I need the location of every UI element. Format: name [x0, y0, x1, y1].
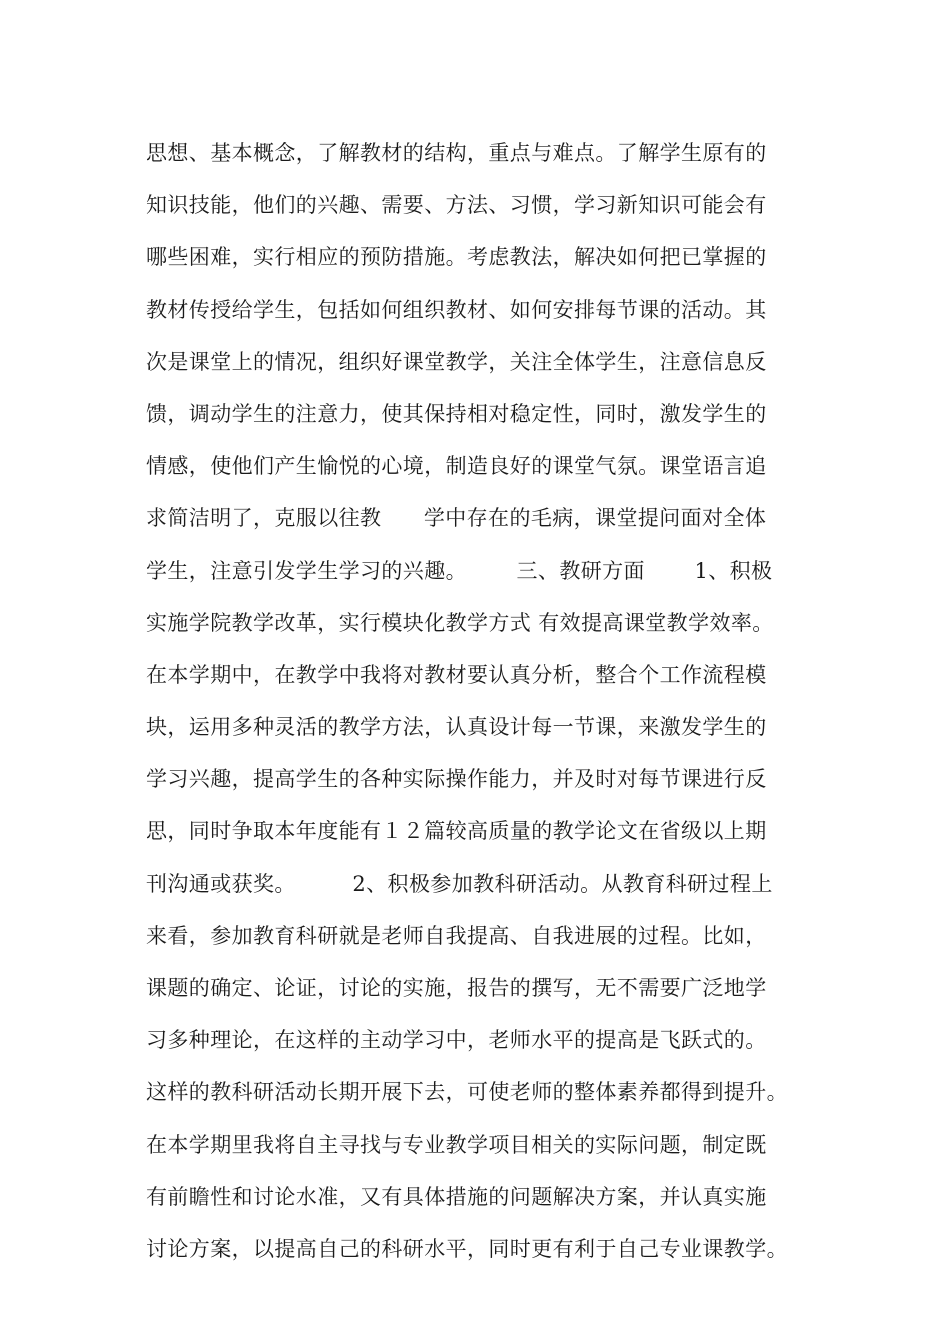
text-line: 教材传授给学生，包括如何组织教材、如何安排每节课的活动。其 [146, 297, 767, 322]
text-line: 求简洁明了，克服以往教 学中存在的毛病，课堂提问面对全体 [146, 506, 767, 531]
text-line: 哪些困难，实行相应的预防措施。考虑教法，解决如何把已掌握的 [146, 245, 767, 270]
text-line: 学习兴趣，提高学生的各种实际操作能力，并及时对每节课进行反 [146, 767, 767, 792]
text-line: 思，同时争取本年度能有１２篇较高质量的教学论文在省级以上期 [146, 819, 767, 844]
text-line: 块，运用多种灵活的教学方法，认真设计每一节课，来激发学生的 [146, 715, 767, 740]
text-line: 课题的确定、论证，讨论的实施，报告的撰写，无不需要广泛地学 [146, 976, 767, 1000]
text-line: 在本学期中，在教学中我将对教材要认真分析，整合个工作流程模 [146, 662, 767, 687]
text-line: 学生，注意引发学生学习的兴趣。 三、教研方面 1、积极 [146, 558, 773, 583]
text-line: 习多种理论，在这样的主动学习中，老师水平的提高是飞跃式的。 [146, 1028, 767, 1053]
text-line: 知识技能，他们的兴趣、需要、方法、习惯，学习新知识可能会有 [146, 193, 767, 218]
text-line: 情感，使他们产生愉悦的心境，制造良好的课堂气氛。课堂语言追 [146, 454, 767, 479]
text-line: 在本学期里我将自主寻找与专业教学项目相关的实际问题，制定既 [146, 1132, 767, 1157]
text-line: 馈，调动学生的注意力，使其保持相对稳定性，同时，激发学生的 [146, 401, 767, 426]
text-line: 刊沟通或获奖。 2、积极参加教科研活动。从教育科研过程上 [146, 871, 773, 896]
text-line: 来看，参加教育科研就是老师自我提高、自我进展的过程。比如， [146, 923, 767, 948]
text-line: 思想、基本概念，了解教材的结构，重点与难点。了解学生原有的 [146, 141, 767, 165]
body-text [146, 130, 836, 1278]
text-line: 有前瞻性和讨论水准，又有具体措施的问题解决方案，并认真实施 [146, 1184, 767, 1209]
text-line: 次是课堂上的情况，组织好课堂教学，关注全体学生，注意信息反 [146, 349, 767, 374]
text-line: 这样的教科研活动长期开展下去，可使老师的整体素养都得到提升。 [146, 1080, 788, 1105]
text-line: 讨论方案，以提高自己的科研水平，同时更有利于自己专业课教学。 [146, 1236, 788, 1261]
text-line: 实施学院教学改革，实行模块化教学方式 有效提高课堂教学效率。 [146, 610, 774, 635]
